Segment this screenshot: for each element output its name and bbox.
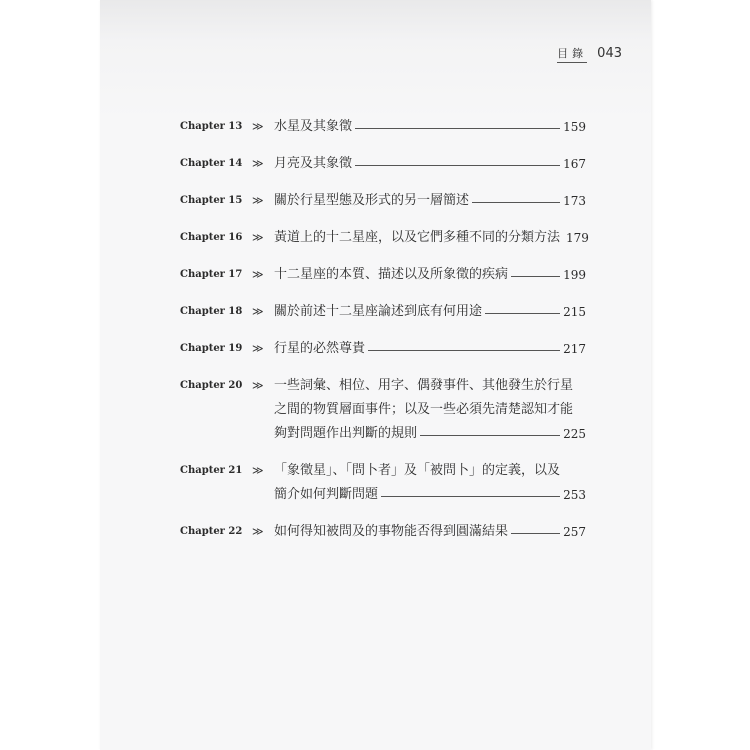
entry-last-line: [274, 520, 586, 544]
chapter-label: Chapter 21: [180, 465, 243, 476]
entry-page-number: 179: [566, 231, 589, 245]
entry-body: [274, 115, 586, 139]
double-chevron-icon: ≫: [252, 464, 264, 477]
chapter-label: Chapter 22: [180, 526, 243, 537]
entry-title-line: 關於行星型態及形式的另一層簡述: [274, 193, 470, 208]
chapter-label: Chapter 20: [180, 380, 243, 391]
double-chevron-icon: ≫: [252, 379, 264, 392]
entry-title-line: 關於前述十二星座論述到底有何用途: [274, 304, 483, 319]
double-chevron-icon: ≫: [252, 305, 264, 318]
entry-page-number: 225: [563, 427, 586, 441]
entry-page-number: 173: [563, 194, 586, 208]
entry-page-number: 167: [563, 157, 586, 171]
toc-entry: [180, 226, 589, 250]
chapter-label: Chapter 18: [180, 306, 243, 317]
entry-body: [274, 300, 586, 324]
toc-entry: [180, 189, 586, 213]
toc-entry: [180, 115, 586, 139]
dot-leader: [511, 533, 560, 534]
entry-last-line: [274, 263, 586, 287]
dot-leader: [485, 313, 560, 314]
entry-title-line: 水星及其象徵: [274, 119, 353, 134]
entry-title-line: 黃道上的十二星座，以及它們多種不同的分類方法: [274, 230, 561, 245]
entry-body: [274, 226, 589, 250]
entry-title-line: 夠對問題作出判斷的規則: [274, 426, 418, 441]
entry-title-line: 簡介如何判斷問題: [274, 487, 379, 502]
entry-last-line: [274, 337, 586, 361]
dot-leader: [355, 128, 560, 129]
entry-page-number: 257: [563, 525, 586, 539]
book-page: [100, 0, 651, 750]
toc-entry: [180, 263, 586, 287]
entry-last-line: [274, 189, 586, 213]
chapter-label: Chapter 16: [180, 232, 243, 243]
page-number: 043: [597, 46, 622, 61]
entry-title-line: 如何得知被問及的事物能否得到圓滿結果: [274, 524, 509, 539]
dot-leader: [511, 276, 560, 277]
entry-title-line: 月亮及其象徵: [274, 156, 353, 171]
entry-page-number: 159: [563, 120, 586, 134]
section-title: 目錄: [557, 45, 587, 63]
dot-leader: [368, 350, 560, 351]
toc-entry: [180, 300, 586, 324]
dot-leader: [381, 496, 560, 497]
double-chevron-icon: ≫: [252, 120, 264, 133]
toc-entry: [180, 459, 586, 507]
dot-leader: [472, 202, 560, 203]
chapter-label: Chapter 13: [180, 121, 243, 132]
entry-last-line: [274, 152, 586, 176]
entry-body: [274, 152, 586, 176]
entry-last-line: [274, 300, 586, 324]
entry-title-line: 十二星座的本質、描述以及所象徵的疾病: [274, 267, 509, 282]
entry-last-line: [274, 422, 586, 446]
chapter-label: Chapter 15: [180, 195, 243, 206]
entry-last-line: [274, 226, 589, 250]
entry-page-number: 215: [563, 305, 586, 319]
toc-entry: [180, 374, 586, 446]
double-chevron-icon: ≫: [252, 157, 264, 170]
chapter-label: Chapter 17: [180, 269, 243, 280]
entry-last-line: [274, 483, 586, 507]
entry-body: [274, 520, 586, 544]
entry-body: [274, 263, 586, 287]
toc-entry: [180, 520, 586, 544]
entry-title-line: 之間的物質層面事件；以及一些必須先清楚認知才能: [274, 402, 574, 417]
toc-entry: [180, 152, 586, 176]
table-of-contents: [180, 115, 589, 557]
double-chevron-icon: ≫: [252, 194, 264, 207]
double-chevron-icon: ≫: [252, 231, 264, 244]
entry-title-line: 「象徵星」、「問卜者」及「被問卜」的定義，以及: [274, 463, 561, 478]
double-chevron-icon: ≫: [252, 342, 264, 355]
entry-body: [274, 459, 586, 507]
running-header: [557, 45, 622, 63]
double-chevron-icon: ≫: [252, 525, 264, 538]
entry-page-number: 199: [563, 268, 586, 282]
entry-title-line: 行星的必然尊貴: [274, 341, 366, 356]
entry-body: [274, 189, 586, 213]
dot-leader: [420, 435, 560, 436]
entry-title-line: 一些詞彙、相位、用字、偶發事件、其他發生於行星: [274, 378, 574, 393]
toc-entry: [180, 337, 586, 361]
chapter-label: Chapter 14: [180, 158, 243, 169]
entry-body: [274, 337, 586, 361]
double-chevron-icon: ≫: [252, 268, 264, 281]
entry-page-number: 253: [563, 488, 586, 502]
entry-body: [274, 374, 586, 446]
dot-leader: [355, 165, 560, 166]
entry-page-number: 217: [563, 342, 586, 356]
chapter-label: Chapter 19: [180, 343, 243, 354]
entry-last-line: [274, 115, 586, 139]
